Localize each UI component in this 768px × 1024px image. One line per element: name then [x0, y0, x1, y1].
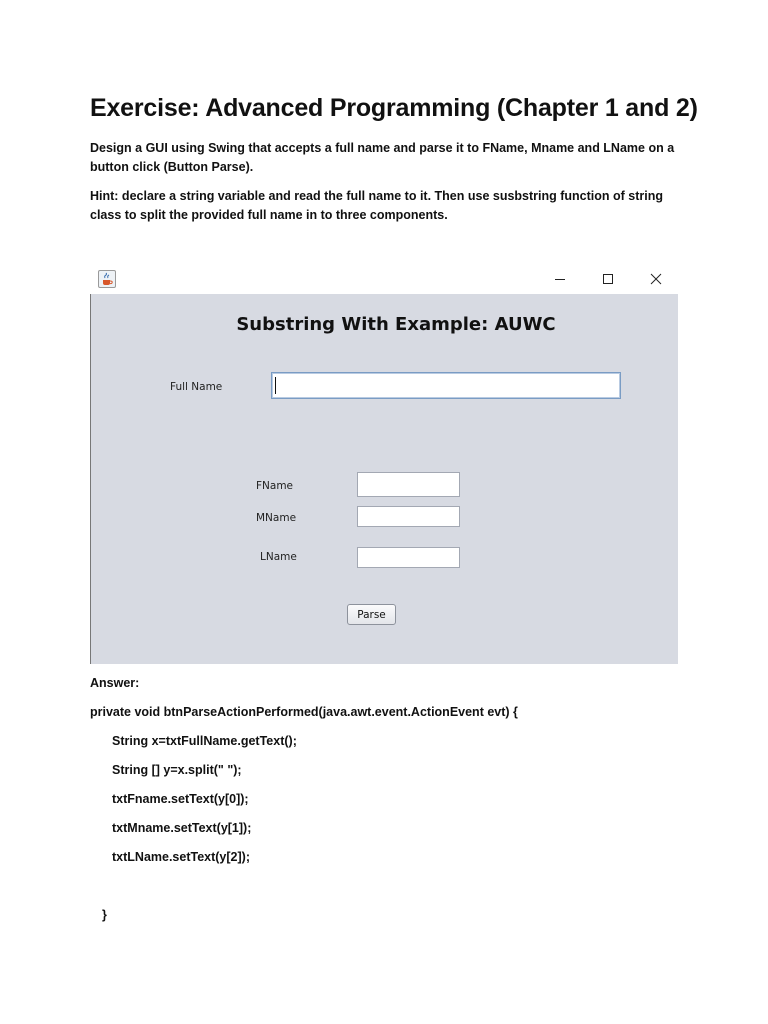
- code-line: String x=txtFullName.getText();: [112, 734, 297, 748]
- minimize-icon[interactable]: [548, 268, 572, 290]
- parse-button[interactable]: Parse: [347, 604, 396, 625]
- code-line: txtFname.setText(y[0]);: [112, 792, 249, 806]
- close-icon[interactable]: [644, 268, 668, 290]
- mname-input[interactable]: [357, 506, 460, 527]
- fname-label: FName: [256, 480, 294, 492]
- code-closing-brace: }: [102, 908, 107, 922]
- code-line: txtMname.setText(y[1]);: [112, 821, 252, 835]
- document-title: Exercise: Advanced Programming (Chapter 1 and 2): [90, 94, 698, 122]
- mname-label: MName: [256, 512, 297, 524]
- fname-input[interactable]: [357, 472, 460, 497]
- window-titlebar[interactable]: [90, 264, 678, 294]
- full-name-label: Full Name: [170, 381, 223, 393]
- code-line: private void btnParseActionPerformed(java.awt.event.ActionEvent evt) {: [90, 705, 518, 719]
- java-coffee-icon: [98, 270, 116, 288]
- maximize-icon[interactable]: [596, 268, 620, 290]
- swing-window: [90, 264, 678, 664]
- form-heading: Substring With Example: AUWC: [236, 314, 556, 335]
- window-content: [91, 294, 678, 664]
- code-line: String [] y=x.split(" ");: [112, 763, 242, 777]
- answer-label: Answer:: [90, 676, 140, 690]
- code-line: txtLName.setText(y[2]);: [112, 850, 250, 864]
- lname-input[interactable]: [357, 547, 460, 568]
- exercise-hint: Hint: declare a string variable and read the full name to it. Then use susbstring function of string class to split the provided full name in to three components.: [90, 189, 663, 222]
- text-cursor: [275, 377, 276, 394]
- exercise-description: Design a GUI using Swing that accepts a full name and parse it to FName, Mname and LName on a button click (Button Parse).: [90, 141, 675, 174]
- full-name-input[interactable]: [271, 372, 621, 399]
- lname-label: LName: [260, 551, 297, 563]
